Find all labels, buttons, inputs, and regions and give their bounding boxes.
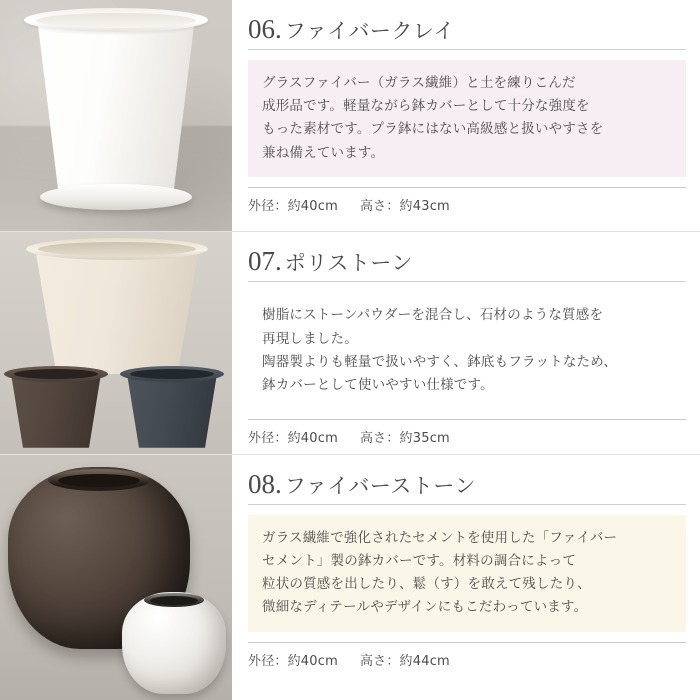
description-line: 鉢カバーとして使いやすい仕様です。 <box>262 377 494 393</box>
material-heading-07 <box>248 246 686 282</box>
material-section-06 <box>0 0 700 231</box>
description-line: 成形品です。軽量ながら鉢カバーとして十分な強度を <box>262 98 590 115</box>
spec-height-07: 高さ：約35cm <box>359 431 450 447</box>
material-number-separator-06: . <box>275 14 282 44</box>
cream-pot-illustration <box>22 238 212 376</box>
material-title-06: ファイバークレイ <box>284 19 455 43</box>
white-fiber-clay-pot-photo <box>0 0 232 231</box>
pot-rim-inner <box>130 369 214 379</box>
material-section-08 <box>0 455 700 700</box>
material-title-08: ファイバーストーン <box>284 473 476 498</box>
description-line: 再現しました。 <box>262 330 358 347</box>
description-line: 粒状の質感を出したり、鬆（す）を敢えて残したり、 <box>262 576 591 593</box>
material-description-06 <box>248 60 686 177</box>
material-heading-08 <box>248 469 686 505</box>
pot-body <box>122 374 222 448</box>
material-heading-06 <box>248 14 686 50</box>
material-number-separator-08: . <box>275 468 282 499</box>
material-number-separator-07: . <box>275 246 282 277</box>
polystone-pots-photo <box>0 232 232 453</box>
gray-pot-illustration <box>118 366 226 450</box>
spec-height-06: 高さ：約43cm <box>359 198 450 214</box>
fiber-stone-pots-photo <box>0 455 232 700</box>
pot-rim-inner <box>36 13 196 28</box>
material-number-06: 06 <box>248 14 275 44</box>
white-stone-pot-illustration <box>122 592 226 694</box>
spec-diameter-08: 外径：約40cm <box>248 653 338 669</box>
pot-body <box>28 248 206 374</box>
description-line: 微細なディテールやデザインにもこだわっています。 <box>262 599 588 616</box>
description-line: もった素材です。プラ鉢にはない高級感と扱いやすさを <box>262 121 604 138</box>
material-number-07: 07 <box>248 246 275 277</box>
material-text-07 <box>232 232 700 453</box>
description-line: セメント」製の鉢カバーです。材料の調合によって <box>262 552 577 569</box>
material-description-07 <box>248 292 686 409</box>
spec-diameter-06: 外径：約40cm <box>248 198 338 214</box>
material-text-06 <box>232 0 700 231</box>
spec-diameter-07: 外径：約40cm <box>248 431 338 447</box>
material-spec-08 <box>248 642 686 669</box>
white-pot-illustration <box>18 8 214 204</box>
description-line: グラスファイバー（ガラス繊維）と土を練りこんだ <box>262 75 576 91</box>
material-spec-07 <box>248 419 686 446</box>
material-text-08 <box>232 455 700 700</box>
material-section-07 <box>0 232 700 453</box>
description-line: 兼ね備えています。 <box>262 144 385 161</box>
material-description-08 <box>248 515 686 632</box>
description-line: 樹脂にストーンパウダーを混合し、石材のような質感を <box>262 307 604 324</box>
pot-body <box>26 16 206 192</box>
pot-rim-inner <box>14 369 98 379</box>
description-line: 陶器製よりも軽量で扱いやすく、鉢底もフラットなため、 <box>262 353 618 370</box>
material-title-07: ポリストーン <box>284 251 413 276</box>
pot-rim-inner <box>150 596 198 605</box>
spec-height-08: 高さ：約44cm <box>359 653 450 669</box>
material-spec-06 <box>248 187 686 214</box>
pot-saucer <box>40 184 192 210</box>
description-line: ガラス繊維で強化されたセメントを使用した「ファイバー <box>262 529 618 546</box>
pot-body <box>6 374 106 448</box>
material-number-08: 08 <box>248 468 275 499</box>
pot-rim-inner <box>58 474 140 487</box>
brown-pot-illustration <box>2 366 110 450</box>
